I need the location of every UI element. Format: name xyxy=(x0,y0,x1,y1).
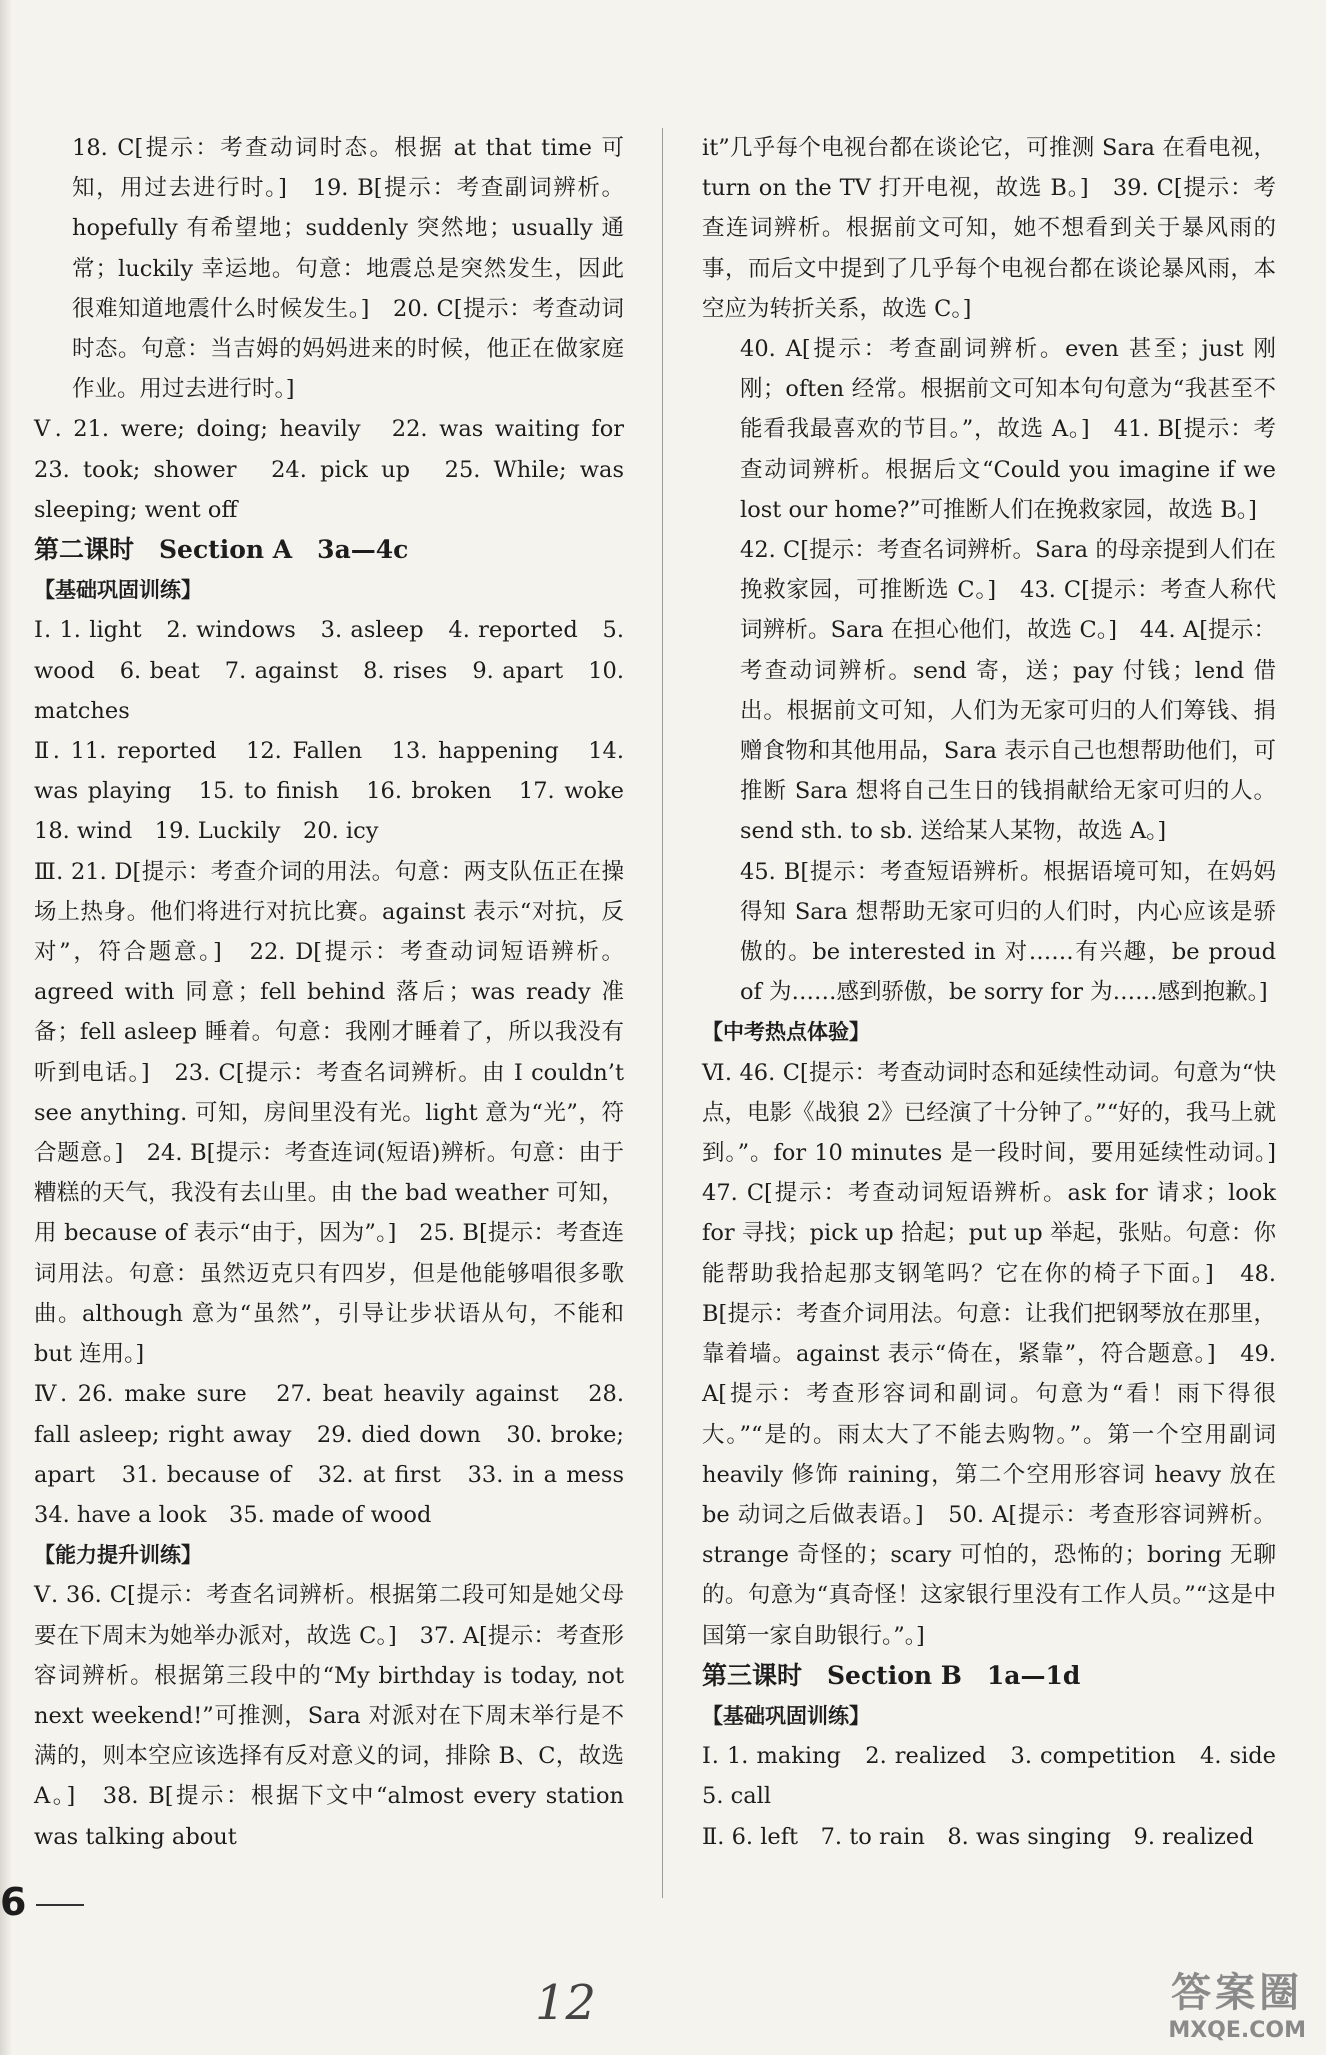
section-heading: 第三课时 Section B 1a—1d xyxy=(702,1660,1081,1690)
column-divider xyxy=(662,128,663,1898)
answer-paragraph: Ⅴ. 36. C[提示：考查名词辨析。根据第二段可知是她父母要在下周末为她举办派对，故选 C。] 37. A[提示：考查形容词辨析。根据第三段中的“My birthday is today, not next weekend!”可推测，Sara 对派对在下周末举行是不满的，则本空应该选择有反对意义的词，排除 B、C，故选 A。] 38. B[提示：根据下文中“almost every station was talking about xyxy=(34,1582,624,1850)
subsection-heading: 【中考热点体验】 xyxy=(702,1020,870,1045)
answer-paragraph: Ⅱ. 6. left 7. to rain 8. was singing 9. realized xyxy=(702,1823,1254,1850)
answer-paragraph: 45. B[提示：考查短语辨析。根据语境可知，在妈妈得知 Sara 想帮助无家可归的人们时，内心应该是骄傲的。be interested in 对……有兴趣，be proud of 为……感到骄傲，be sorry for 为……感到抱歉。] xyxy=(740,858,1276,1006)
watermark-logo xyxy=(1168,1961,1306,2043)
answer-paragraph: Ⅱ. 11. reported 12. Fallen 13. happening 14. was playing 15. to finish 16. broken 17. woke 18. wind 19. Luckily 20. icy xyxy=(34,738,647,845)
subsection-heading: 【基础巩固训练】 xyxy=(34,578,202,603)
page-edge-shadow xyxy=(0,0,12,2055)
answer-paragraph: Ⅰ. 1. making 2. realized 3. competition 4. side 5. call xyxy=(702,1743,1299,1810)
answer-paragraph: Ⅴ. 21. were; doing; heavily 22. was waiting for 23. took; shower 24. pick up 25. While; was sleeping; went off xyxy=(34,416,647,523)
subsection-heading: 【能力提升训练】 xyxy=(34,1543,202,1568)
watermark-url: MXQE.COM xyxy=(1168,2018,1306,2043)
page-number: 6 xyxy=(0,1880,84,1924)
answer-paragraph: Ⅲ. 21. D[提示：考查介词的用法。句意：两支队伍正在操场上热身。他们将进行对抗比赛。against 表示“对抗，反对”，符合题意。] 22. D[提示：考查动词短语辨析。agreed with 同意；fell behind 落后；was ready 准备；fell asleep 睡着。句意：我刚才睡着了，所以我没有听到电话。] 23. C[提示：考查名词辨析。由 I couldn’t see anything. 可知，房间里没有光。light 意为“光”，符合题意。] 24. B[提示：考查连词(短语)辨析。句意：由于糟糕的天气，我没有去山里。由 the bad weather 可知，用 because of 表示“由于，因为”。] 25. B[提示：考查连词用法。句意：虽然迈克只有四岁，但是他能够唱很多歌曲。although 意为“虽然”，引导让步状语从句，不能和 but 连用。] xyxy=(34,858,624,1368)
watermark-title: 答案圈 xyxy=(1171,1970,1304,2016)
section-heading: 第二课时 Section A 3a—4c xyxy=(34,535,409,565)
answer-paragraph: Ⅳ. 26. make sure 27. beat heavily against 28. fall asleep; right away 29. died down 30. broke; apart 31. because of 32. at first 33. in a mess 34. have a look 35. made of wood xyxy=(34,1381,647,1528)
right-column xyxy=(702,128,1299,1857)
answer-paragraph: 40. A[提示：考查副词辨析。even 甚至；just 刚刚；often 经常。根据前文可知本句句意为“我甚至不能看我最喜欢的节目。”，故选 A。] 41. B[提示：考查动词辨析。根据后文“Could you imagine if we lost our home?”可推断人们在挽救家园，故选 B。] xyxy=(740,336,1276,523)
left-column xyxy=(34,128,647,1857)
answer-paragraph: 18. C[提示：考查动词时态。根据 at that time 可知，用过去进行时。] 19. B[提示：考查副词辨析。hopefully 有希望地；suddenly 突然地；usually 通常；luckily 幸运地。句意：地震总是突然发生，因此很难知道地震什么时候发生。] 20. C[提示：考查动词时态。句意：当吉姆的妈妈进来的时候，他正在做家庭作业。用过去进行时。] xyxy=(72,135,624,403)
handwritten-note: 12 xyxy=(535,1975,597,2031)
answer-paragraph: Ⅰ. 1. light 2. windows 3. asleep 4. reported 5. wood 6. beat 7. against 8. rises 9. apart 10. matches xyxy=(34,617,624,724)
answer-paragraph: 42. C[提示：考查名词辨析。Sara 的母亲提到人们在挽救家园，可推断选 C。] 43. C[提示：考查人称代词辨析。Sara 在担心他们，故选 C。] 44. A[提示：考查动词辨析。send 寄，送；pay 付钱；lend 借出。根据前文可知，人们为无家可归的人们筹钱、捐赠食物和其他用品，Sara 表示自己也想帮助他们，可推断 Sara 想将自己生日的钱捐献给无家可归的人。send sth. to sb. 送给某人某物，故选 A。] xyxy=(740,537,1276,845)
subsection-heading: 【基础巩固训练】 xyxy=(702,1703,870,1728)
answer-paragraph: Ⅵ. 46. C[提示：考查动词时态和延续性动词。句意为“快点，电影《战狼 2》已经演了十分钟了。”“好的，我马上就到。”。for 10 minutes 是一段时间，要用延续性动词。] 47. C[提示：考查动词短语辨析。ask for 请求；look for 寻找；pick up 拾起；put up 举起，张贴。句意：你能帮助我拾起那支钢笔吗？它在你的椅子下面。] 48. B[提示：考查介词用法。句意：让我们把钢琴放在那里，靠着墙。against 表示“倚在，紧靠”，符合题意。] 49. A[提示：考查形容词和副词。句意为“看！雨下得很大。”“是的。雨太大了不能去购物。”。第一个空用副词 heavily 修饰 raining，第二个空用形容词 heavy 放在 be 动词之后做表语。] 50. A[提示：考查形容词辨析。strange 奇怪的；scary 可怕的，恐怖的；boring 无聊的。句意为“真奇怪！这家银行里没有工作人员。”“这是中国第一家自助银行。”。] xyxy=(702,1059,1299,1649)
answer-paragraph: it”几乎每个电视台都在谈论它，可推测 Sara 在看电视，turn on the TV 打开电视，故选 B。] 39. C[提示：考查连词辨析。根据前文可知，她不想看到关于暴风雨的事，而后文中提到了几乎每个电视台都在谈论暴风雨，本空应为转折关系，故选 C。] xyxy=(702,135,1276,322)
